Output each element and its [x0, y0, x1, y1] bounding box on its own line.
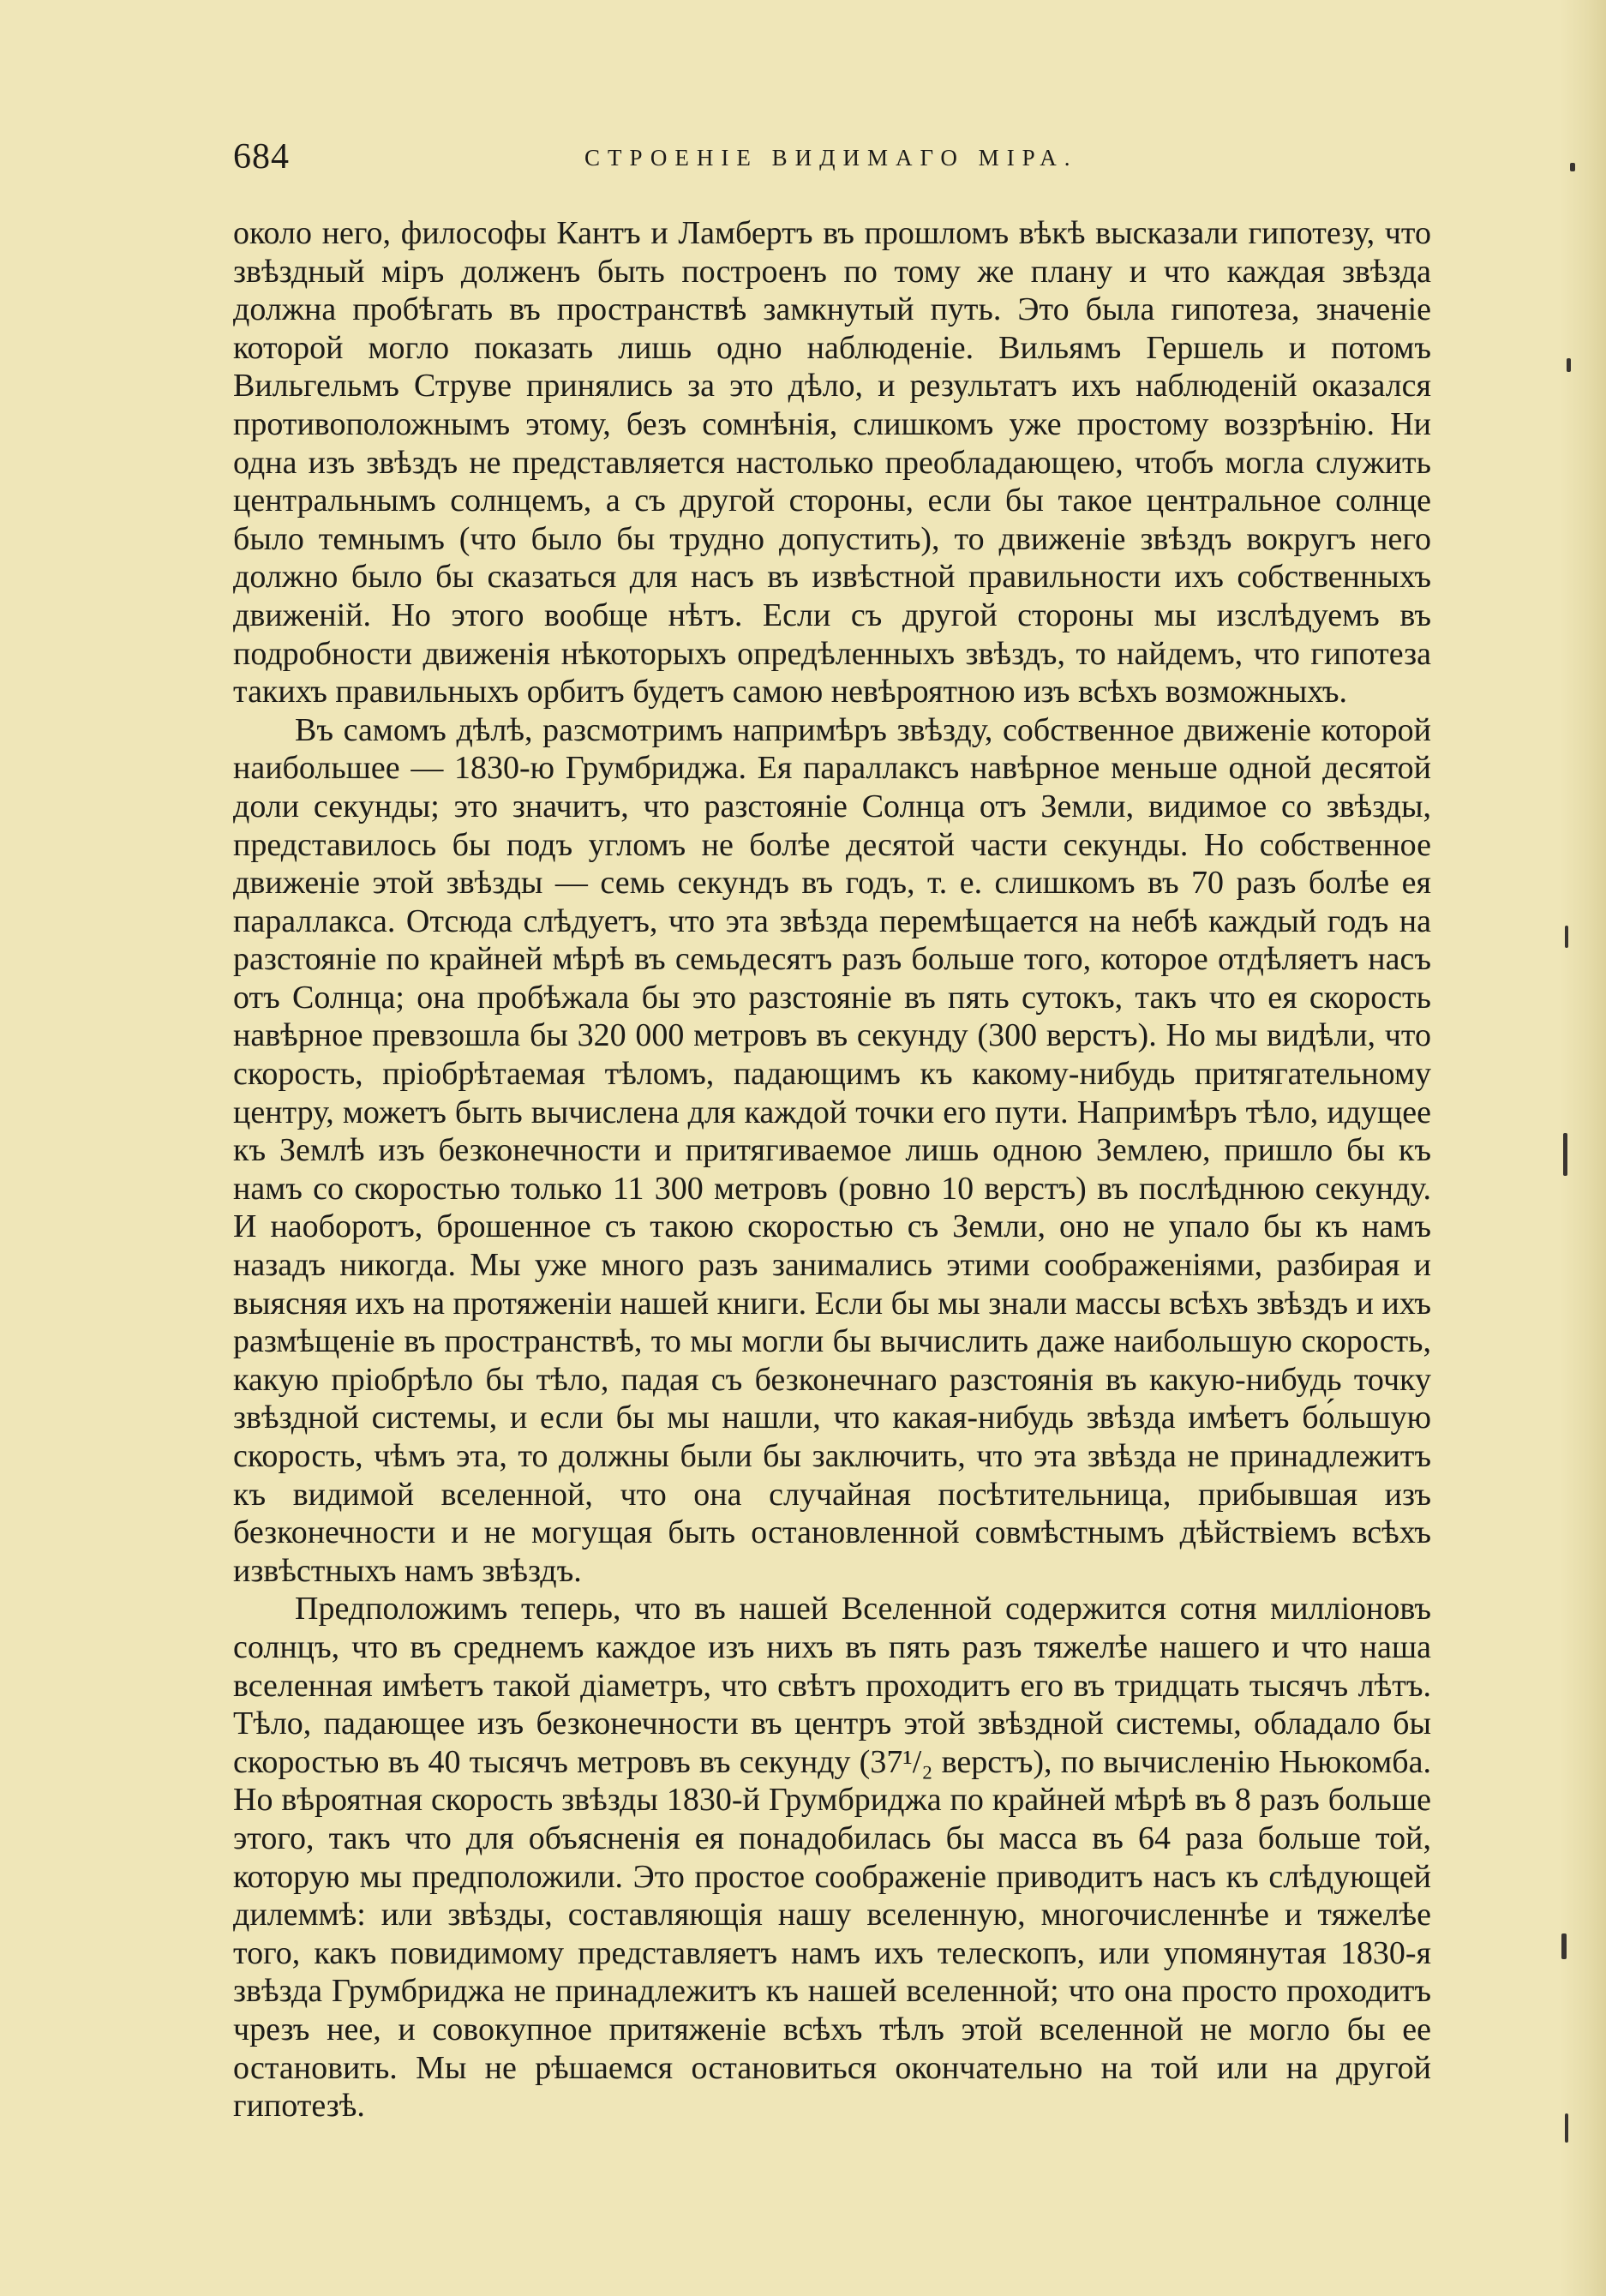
- running-title: СТРОЕНІЕ ВИДИМАГО МІРА.: [584, 145, 1078, 171]
- page-number: 684: [233, 137, 290, 177]
- margin-mark: [1563, 1133, 1567, 1176]
- margin-mark: [1565, 926, 1568, 948]
- running-header: [233, 135, 1433, 187]
- margin-mark: [1565, 2113, 1568, 2143]
- paragraph-1: около него, философы Кантъ и Ламбертъ въ прошломъ вѣкѣ высказали гипотезу, что звѣздный міръ долженъ быть построенъ по тому же плану и что каждая звѣзда должна пробѣгать въ пространствѣ замкнутый путь. Это была гипотеза, значеніе которой могло показать лишь одно наблюденіе. Вильямъ Гершель и потомъ Вильгельмъ Струве принялись за это дѣло, и результатъ ихъ наблюденій оказался противоположнымъ этому, безъ сомнѣнія, слишкомъ уже простому воззрѣнію. Ни одна изъ звѣздъ не представляется настолько преобладающею, чтобъ могла служить центральнымъ солнцемъ, а съ другой стороны, если бы такое центральное солнце было темнымъ (что было бы трудно допустить), то движеніе звѣздъ вокругъ него должно было бы сказаться для насъ въ извѣстной правильности ихъ собственныхъ движеній. Но этого вообще нѣтъ. Если съ другой стороны мы изслѣдуемъ въ подробности движенія нѣкоторыхъ опредѣленныхъ звѣздъ, то найдемъ, что гипотеза такихъ правильныхъ орбитъ будетъ самою невѣроятною изъ всѣхъ возможныхъ.: [233, 215, 1431, 710]
- margin-mark: [1567, 358, 1571, 372]
- paragraph-2: Въ самомъ дѣлѣ, разсмотримъ напримѣръ звѣзду, собственное движеніе которой наибольшее — 1830-ю Грумбриджа. Ея параллаксъ навѣрное меньше одной десятой доли секунды; это значитъ, что разстояніе Солнца отъ Земли, видимое со звѣзды, представилось бы подъ угломъ не болѣе десятой части секунды. Но собственное движеніе этой звѣзды — семь секундъ въ годъ, т. е. слишкомъ въ 70 разъ болѣе ея параллакса. Отсюда слѣдуетъ, что эта звѣзда перемѣщается на небѣ каждый годъ на разстояніе по крайней мѣрѣ въ семьдесятъ разъ больше того, которое отдѣляетъ насъ отъ Солнца; она пробѣжала бы это разстояніе въ пять сутокъ, такъ что ея скорость навѣрное превзошла бы 320 000 метровъ въ секунду (300 верстъ). Но мы видѣли, что скорость, пріобрѣтаемая тѣломъ, падающимъ къ какому-нибудь притягательному центру, можетъ быть вычислена для каждой точки его пути. Напримѣръ тѣло, идущее къ Землѣ изъ безконечности и притягиваемое лишь одною Землею, пришло бы къ намъ со скоростью только 11 300 метровъ (ровно 10 верстъ) въ послѣднюю секунду. И наоборотъ, брошенное съ такою скоростью съ Земли, оно не упало бы къ намъ назадъ никогда. Мы уже много разъ занимались этими соображеніями, разбирая и выясняя ихъ на протяженіи нашей книги. Если бы мы знали массы всѣхъ звѣздъ и ихъ размѣщеніе въ пространствѣ, то мы могли бы вычислить даже наибольшую скорость, какую пріобрѣло бы тѣло, падая съ безконечнаго разстоянія въ какую-нибудь точку звѣздной системы, и если бы мы нашли, что какая-нибудь звѣзда имѣетъ бо́льшую скорость, чѣмъ эта, то должны были бы заключить, что эта звѣзда не принадлежитъ къ видимой вселенной, что она случайная посѣтительница, прибывшая изъ безконечности и не могущая быть остановленной совмѣстнымъ дѣйствіемъ всѣхъ извѣстныхъ намъ звѣздъ.: [233, 711, 1431, 1589]
- body-text: [233, 214, 1431, 2125]
- margin-mark: [1561, 1933, 1567, 1959]
- margin-mark: [1570, 163, 1575, 171]
- paragraph-3: Предположимъ теперь, что въ нашей Вселенной содержится сотня милліоновъ солнцъ, что въ среднемъ каждое изъ нихъ въ пять разъ тяжелѣе нашего и что наша вселенная имѣетъ такой діаметръ, что свѣтъ проходитъ его въ тридцать тысячъ лѣтъ. Тѣло, падающее изъ безконечности въ центръ этой звѣздной системы, обладало бы скоростью въ 40 тысячъ метровъ въ секунду (37¹/₂ верстъ), по вычисленію Ньюкомба. Но вѣроятная скорость звѣзды 1830-й Грумбриджа по крайней мѣрѣ въ 8 разъ больше этого, такъ что для объясненія ея понадобилась бы масса въ 64 раза больше той, которую мы предположили. Это простое соображеніе приводитъ насъ къ слѣдующей дилеммѣ: или звѣзды, составляющія нашу вселенную, многочисленнѣе и тяжелѣе того, какъ повидимому представляетъ намъ ихъ телескопъ, или упомянутая 1830-я звѣзда Грумбриджа не принадлежитъ къ нашей вселенной; что она просто проходитъ чрезъ нее, и совокупное притяженіе всѣхъ тѣлъ этой вселенной не могло бы ее остановить. Мы не рѣшаемся остановиться окончательно на той или на другой гипотезѣ.: [233, 1591, 1431, 2125]
